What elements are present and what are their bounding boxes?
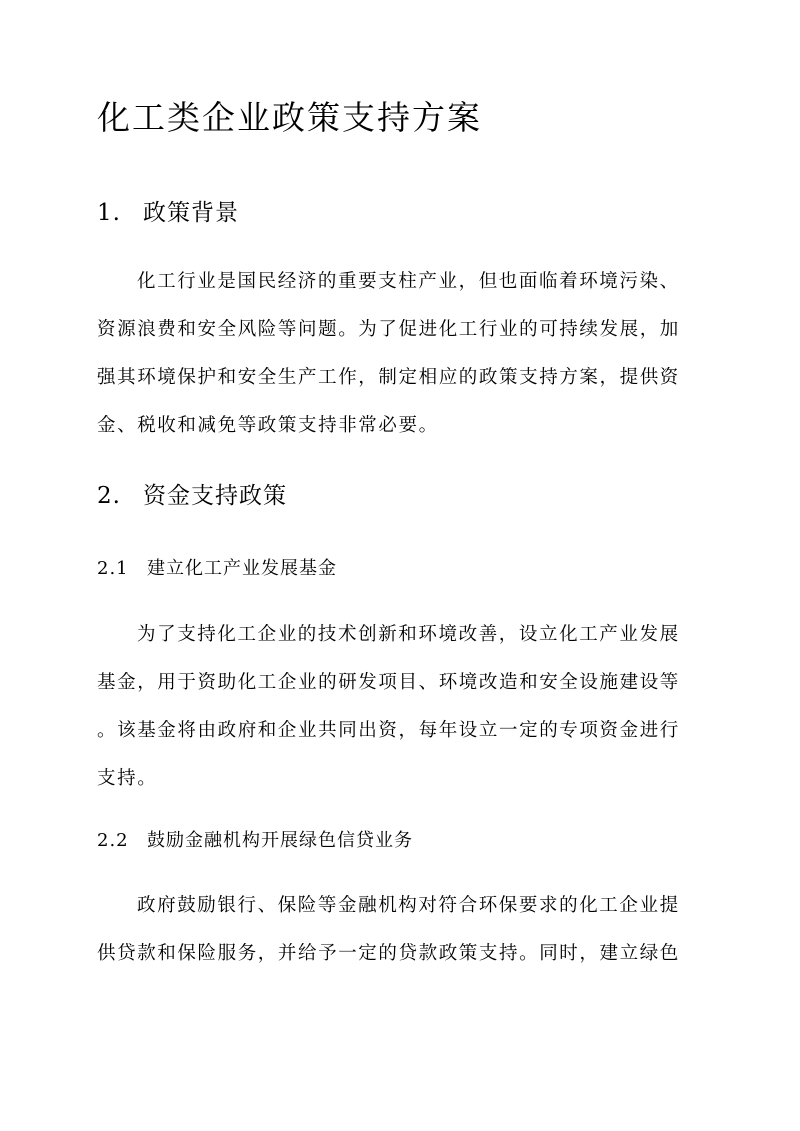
section-number: 1.: [97, 200, 121, 226]
paragraph-line: 支持。: [97, 768, 158, 789]
section-heading-funding-policy: [97, 481, 287, 511]
paragraph-line: 。该基金将由政府和企业共同出资，每年设立一定的专项资金进行: [97, 720, 680, 741]
paragraph-line: 供贷款和保险服务，并给予一定的贷款政策支持。同时，建立绿色: [97, 943, 680, 964]
subsection-number: 2.1: [97, 558, 129, 579]
paragraph-green-credit: [97, 892, 703, 988]
paragraph-line: 化工行业是国民经济的重要支柱产业，但也面临着环境污染、: [137, 271, 680, 292]
paragraph-line: 金、税收和减免等政策支持非常必要。: [97, 415, 439, 436]
paragraph-line: 强其环境保护和安全生产工作，制定相应的政策支持方案，提供资: [97, 367, 680, 388]
subsection-number: 2.2: [97, 830, 129, 851]
paragraph-line: 资源浪费和安全风险等问题。为了促进化工行业的可持续发展，加: [97, 319, 680, 340]
paragraph-line: 基金，用于资助化工企业的研发项目、环境改造和安全设施建设等: [97, 672, 680, 693]
paragraph-policy-background: [97, 268, 703, 460]
subsection-heading-development-fund: [97, 556, 337, 582]
subsection-title: 鼓励金融机构开展绿色信贷业务: [147, 830, 413, 851]
paragraph-development-fund: [97, 621, 703, 813]
paragraph-line: 政府鼓励银行、保险等金融机构对符合环保要求的化工企业提: [137, 895, 680, 916]
section-number: 2.: [97, 483, 121, 509]
document-title: 化工类企业政策支持方案: [97, 98, 482, 137]
subsection-heading-green-credit: [97, 828, 413, 854]
section-title: 政策背景: [143, 200, 239, 226]
paragraph-line: 为了支持化工企业的技术创新和环境改善，设立化工产业发展: [137, 624, 680, 645]
section-heading-policy-background: [97, 198, 239, 228]
section-title: 资金支持政策: [143, 483, 287, 509]
subsection-title: 建立化工产业发展基金: [147, 558, 337, 579]
